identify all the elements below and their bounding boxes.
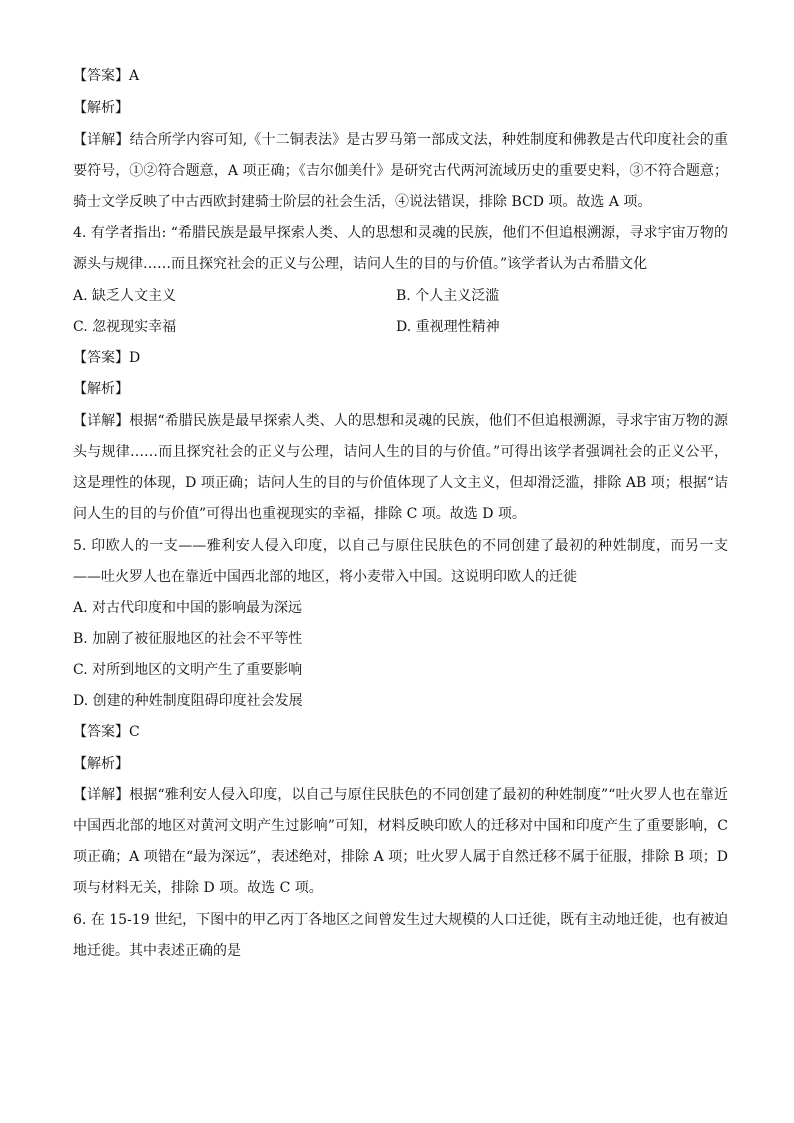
q4-detail-line-2: 头与规律……而且探究社会的正义与公理，诘问人生的目的与价值。”可得出该学者强调社会的正义公平， [73, 444, 728, 460]
q5-analysis-heading: 【解析】 [73, 756, 129, 772]
q3-analysis-heading: 【解析】 [73, 100, 129, 116]
q4-option-a: A. 缺乏人文主义 [73, 288, 177, 304]
q4-answer: 【答案】D [73, 350, 141, 366]
q3-detail-line-2: 要符号，①②符合题意，A 项正确；《吉尔伽美什》是研究古代两河流域历史的重要史料，③不符合题意； [73, 163, 728, 179]
q5-detail-line-4: 项与材料无关，排除 D 项。故选 C 项。 [73, 880, 323, 896]
q4-option-c: C. 忽视现实幸福 [73, 319, 177, 335]
q5-stem-line-2: ——吐火罗人也在靠近中国西北部的地区，将小麦带入中国。这说明印欧人的迁徙 [73, 569, 577, 585]
q3-detail-line-1: 【详解】结合所学内容可知,《十二铜表法》是古罗马第一部成文法，种姓制度和佛教是古代印度社会的重 [73, 132, 728, 148]
q5-detail-line-1: 【详解】根据“雅利安人侵入印度，以自己与原住民肤色的不同创建了最初的种姓制度”“吐火罗人也在靠近 [73, 787, 728, 803]
q5-stem-line-1: 5. 印欧人的一支——雅利安人侵入印度，以自己与原住民肤色的不同创建了最初的种姓制度，而另一支 [73, 538, 728, 554]
q3-answer: 【答案】A [73, 68, 140, 84]
q5-option-d: D. 创建的种姓制度阻碍印度社会发展 [73, 693, 303, 709]
q4-stem-line-2: 源头与规律……而且探究社会的正义与公理，诘问人生的目的与价值。”该学者认为古希腊文化 [73, 256, 648, 272]
q6-stem-line-2: 地迁徙。其中表述正确的是 [73, 943, 241, 959]
q4-option-b: B. 个人主义泛滥 [396, 288, 500, 304]
q4-detail-line-3: 这是理性的体现，D 项正确；诘问人生的目的与价值体现了人文主义，但却滑泛滥，排除 AB 项；根据“诘 [73, 475, 728, 491]
q4-detail-line-1: 【详解】根据“希腊民族是最早探索人类、人的思想和灵魂的民族，他们不但追根溯源，寻求宇宙万物的源 [73, 413, 728, 429]
q5-option-a: A. 对古代印度和中国的影响最为深远 [73, 600, 303, 616]
q5-option-c: C. 对所到地区的文明产生了重要影响 [73, 662, 303, 678]
q5-detail-line-2: 中国西北部的地区对黄河文明产生过影响”可知，材料反映印欧人的迁移对中国和印度产生了重要影响，C [73, 818, 728, 834]
q4-analysis-heading: 【解析】 [73, 381, 129, 397]
q3-detail-line-3: 骑士文学反映了中古西欧封建骑士阶层的社会生活，④说法错误，排除 BCD 项。故选 A 项。 [73, 194, 652, 210]
q5-answer: 【答案】C [73, 724, 140, 740]
q5-option-b: B. 加剧了被征服地区的社会不平等性 [73, 631, 303, 647]
q6-stem-line-1: 6. 在 15-19 世纪，下图中的甲乙丙丁各地区之间曾发生过大规模的人口迁徙，既有主动地迁徙，也有被迫 [73, 912, 728, 928]
q4-detail-line-4: 问人生的目的与价值”可得出也重视现实的幸福，排除 C 项。故选 D 项。 [73, 506, 526, 522]
q4-stem-line-1: 4. 有学者指出: “希腊民族是最早探索人类、人的思想和灵魂的民族，他们不但追根溯源，寻求宇宙万物的 [73, 225, 728, 241]
q5-detail-line-3: 项正确；A 项错在“最为深远”，表述绝对，排除 A 项；吐火罗人属于自然迁移不属于征服，排除 B 项；D [73, 849, 728, 865]
q4-option-d: D. 重视理性精神 [396, 319, 500, 335]
